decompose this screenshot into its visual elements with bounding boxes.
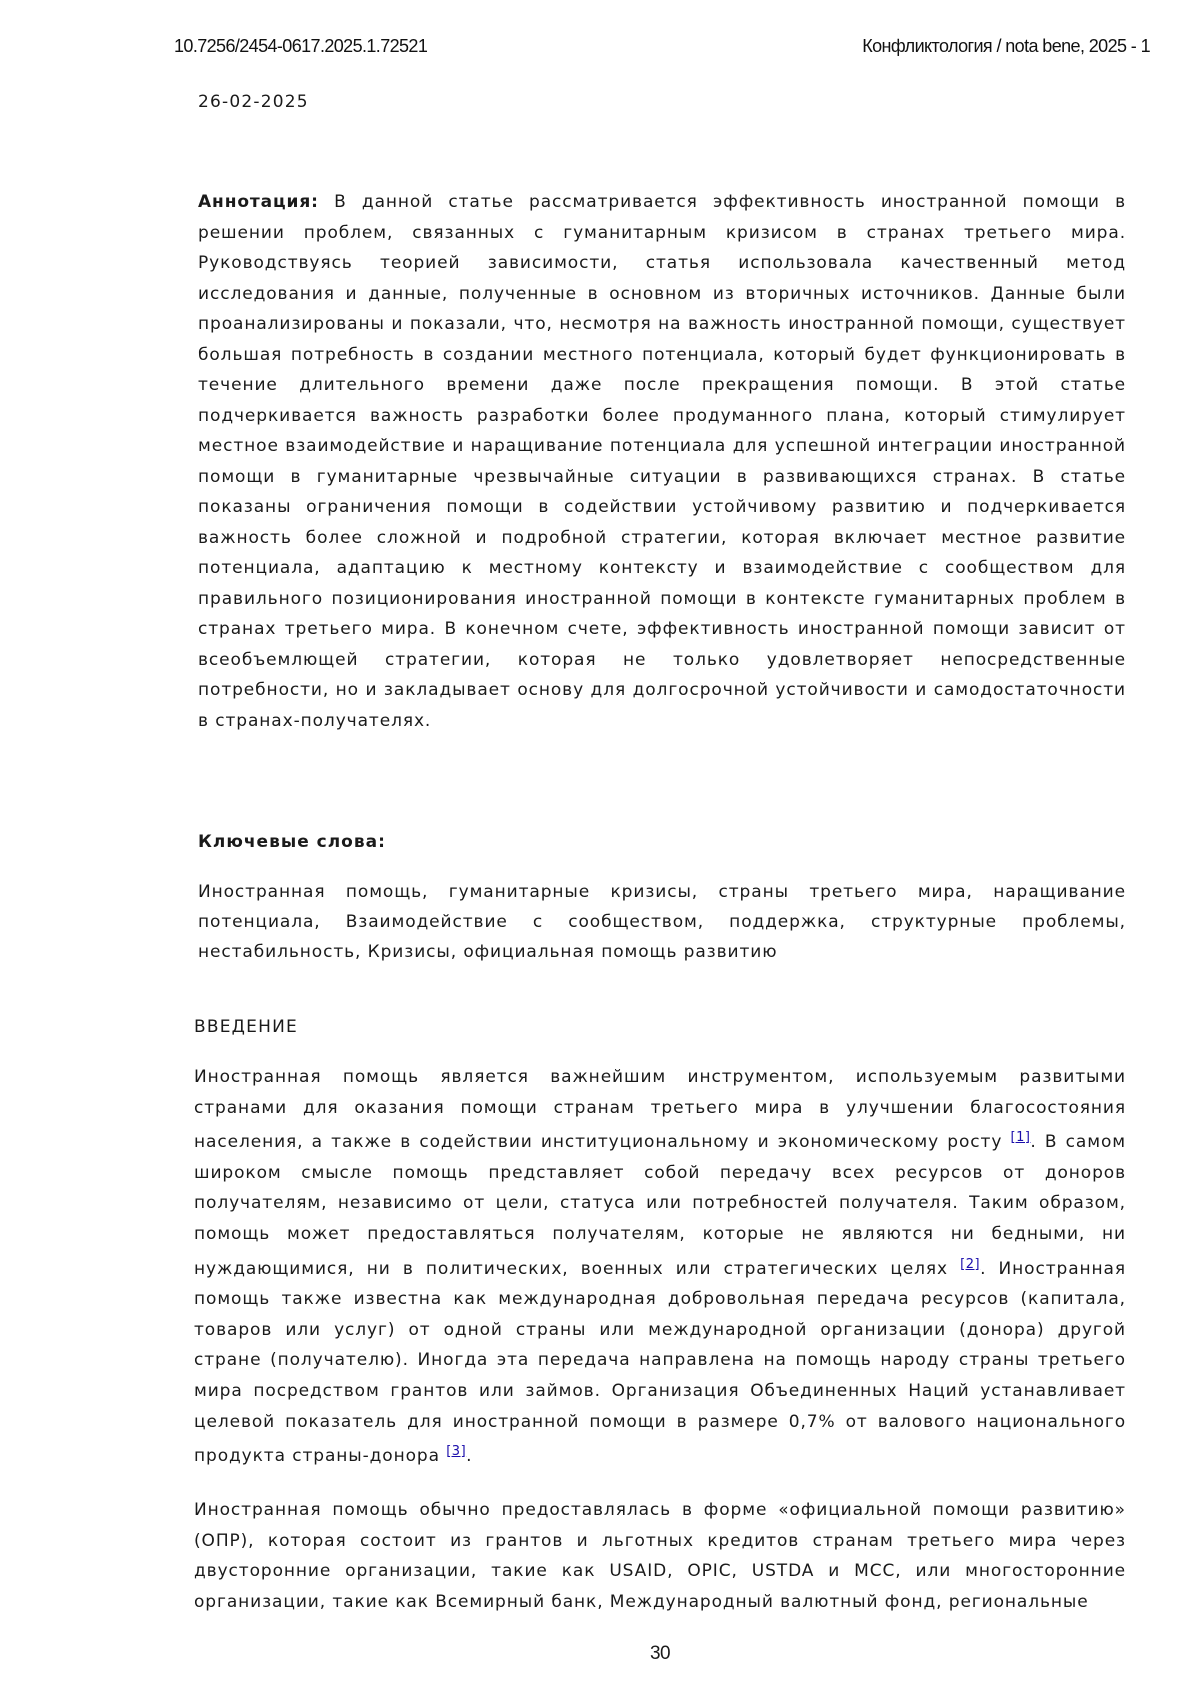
- header-doi: 10.7256/2454-0617.2025.1.72521: [174, 36, 428, 56]
- keywords-title: Ключевые слова:: [198, 832, 386, 852]
- reference-link-1[interactable]: [1]: [1010, 1130, 1031, 1146]
- publication-date: 26-02-2025: [198, 92, 309, 112]
- abstract-label: Аннотация:: [198, 192, 319, 212]
- intro-paragraph-2: Иностранная помощь обычно предоставлялась в форме «официальной помощи развитию» (ОПР), которая состоит из грантов и льготных кредитов странам третьего мира через двусторонние организации, такие как USAID, OPIC, USTDA и MCC, или многосторонние организации, такие как Всемирный банк, Международный валютный фонд, региональные: [194, 1500, 1126, 1612]
- abstract: [198, 187, 1126, 736]
- intro-p1-part-a: Иностранная помощь является важнейшим инструментом, используемым развитыми странами для оказания помощи странам третьего мира в улучшении благосостояния населения, а также в содействии институциональному и экономическому росту: [194, 1067, 1126, 1153]
- abstract-text: В данной статье рассматривается эффективность иностранной помощи в решении проблем, связанных с гуманитарным кризисом в странах третьего мира. Руководствуясь теорией зависимости, статья использовала качественный метод исследования и данные, полученные в основном из вторичных источников. Данные были проанализированы и показали, что, несмотря на важность иностранной помощи, существует большая потребность в создании местного потенциала, который будет функционировать в течение длительного времени даже после прекращения помощи. В этой статье подчеркивается важность разработки более продуманного плана, который стимулирует местное взаимодействие и наращивание потенциала для успешной интеграции иностранной помощи в гуманитарные чрезвычайные ситуации в развивающихся странах. В статье показаны ограничения помощи в содействии устойчивому развитию и подчеркивается важность более сложной и подробной стратегии, которая включает местное развитие потенциала, адаптацию к местному контексту и взаимодействие с сообществом для правильного позиционирования иностранной помощи в контексте гуманитарных проблем в странах третьего мира. В конечном счете, эффективность иностранной помощи зависит от всеобъемлющей стратегии, которая не только удовлетворяет непосредственные потребности, но и закладывает основу для долгосрочной устойчивости и самодостаточности в странах-получателях.: [198, 192, 1126, 731]
- intro-p1-part-d: .: [466, 1446, 473, 1467]
- reference-link-2[interactable]: [2]: [960, 1256, 981, 1272]
- reference-link-3[interactable]: [3]: [446, 1444, 467, 1460]
- header-journal: Конфликтология / nota bene, 2025 - 1: [862, 36, 1150, 56]
- intro-p1-part-b: . В самом широком смысле помощь представляет собой передачу всех ресурсов от доноров получателям, независимо от цели, статуса или потребностей получателя. Таким образом, помощь может предоставляться получателям, которые не являются ни бедными, ни нуждающимися, ни в политических, военных или стратегических целях: [194, 1132, 1126, 1279]
- section-title-introduction: ВВЕДЕНИЕ: [194, 1017, 298, 1037]
- intro-p1-part-c: . Иностранная помощь также известна как международная добровольная передача ресурсов (капитала, товаров или услуг) от одной страны или международной организации (донора) другой стране (получателю). Иногда эта передача направлена на помощь народу страны третьего мира посредством грантов или займов. Организация Объединенных Наций устанавливает целевой показатель для иностранной помощи в размере 0,7% от валового национального продукта страны-донора: [194, 1258, 1126, 1467]
- keywords-text: Иностранная помощь, гуманитарные кризисы, страны третьего мира, наращивание потенциала, Взаимодействие с сообществом, поддержка, структурные проблемы, нестабильность, Кризисы, официальная помощь развитию: [198, 882, 1126, 962]
- intro-paragraph-1: [194, 1062, 1126, 1472]
- page-number: 30: [650, 1643, 670, 1664]
